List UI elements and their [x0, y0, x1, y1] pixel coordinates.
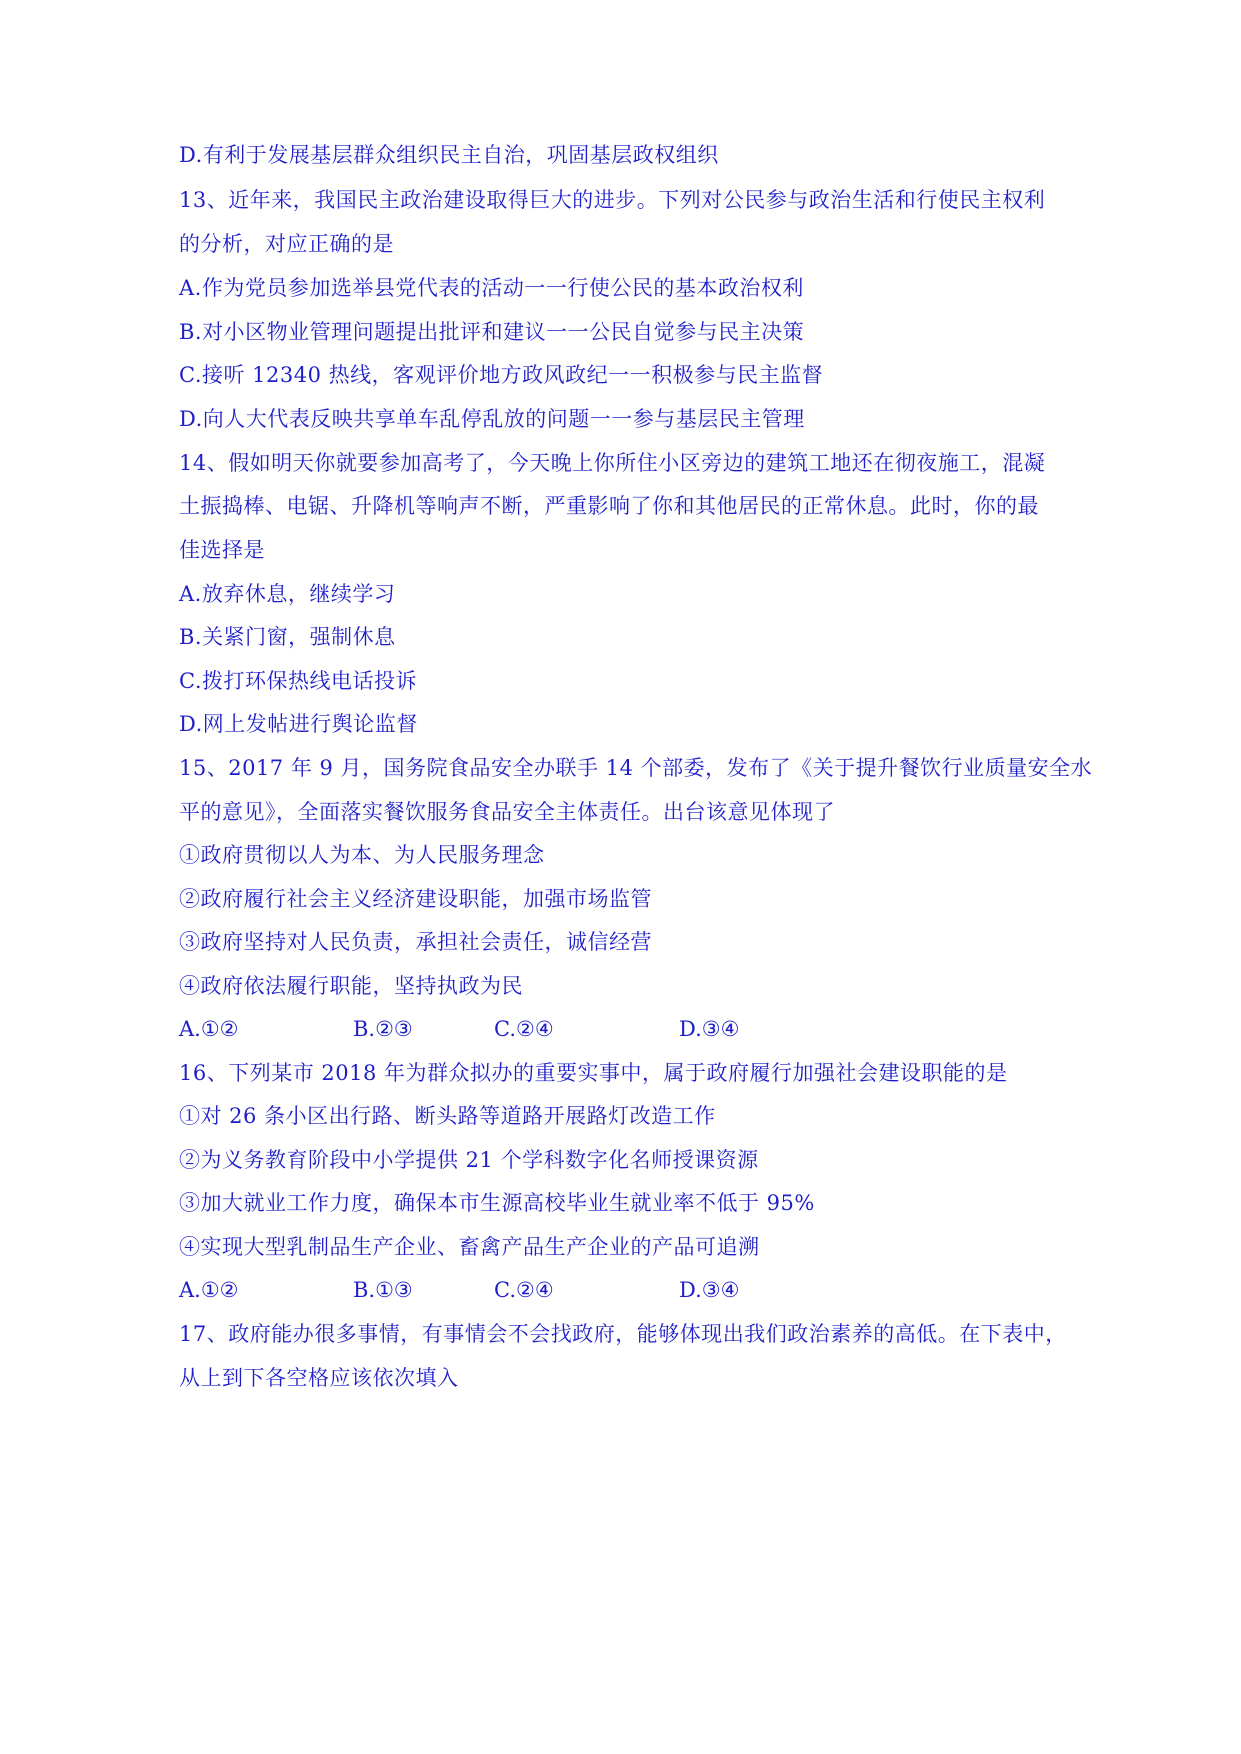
q15-stem-line-1: 15、2017 年 9 月，国务院食品安全办联手 14 个部委，发布了《关于提升餐饮行业质量安全水 [179, 756, 1093, 780]
q13-option-b: B.对小区物业管理问题提出批评和建议一一公民自觉参与民主决策 [179, 320, 805, 344]
q15-item-1: ①政府贯彻以人为本、为人民服务理念 [179, 843, 545, 867]
q15-option-c: C.②④ [494, 1017, 554, 1041]
q16-stem-line-1: 16、下列某市 2018 年为群众拟办的重要实事中，属于政府履行加强社会建设职能的是 [179, 1061, 1008, 1085]
q16-item-3: ③加大就业工作力度，确保本市生源高校毕业生就业率不低于 95% [179, 1191, 815, 1215]
q14-stem-line-2: 土振捣棒、电锯、升降机等响声不断，严重影响了你和其他居民的正常休息。此时，你的最 [179, 494, 1039, 518]
q15-stem-line-2: 平的意见》，全面落实餐饮服务食品安全主体责任。出台该意见体现了 [179, 800, 835, 824]
q14-option-b: B.关紧门窗，强制休息 [179, 625, 396, 649]
q13-option-d: D.向人大代表反映共享单车乱停乱放的问题一一参与基层民主管理 [179, 407, 805, 431]
q14-stem-line-3: 佳选择是 [179, 538, 265, 562]
q15-option-d: D.③④ [679, 1017, 740, 1041]
q15-option-b: B.②③ [353, 1017, 413, 1041]
q13-stem-line-1: 13、近年来，我国民主政治建设取得巨大的进步。下列对公民参与政治生活和行使民主权利 [179, 188, 1046, 212]
q12-option-d: D.有利于发展基层群众组织民主自治，巩固基层政权组织 [179, 143, 719, 167]
q15-item-2: ②政府履行社会主义经济建设职能，加强市场监管 [179, 887, 652, 911]
q16-item-2: ②为义务教育阶段中小学提供 21 个学科数字化名师授课资源 [179, 1148, 759, 1172]
q14-stem-line-1: 14、假如明天你就要参加高考了，今天晚上你所住小区旁边的建筑工地还在彻夜施工，混凝 [179, 451, 1046, 475]
q14-option-a: A.放弃休息，继续学习 [179, 582, 396, 606]
q16-option-a: A.①② [179, 1278, 239, 1302]
q15-option-a: A.①② [179, 1017, 239, 1041]
q16-option-d: D.③④ [679, 1278, 740, 1302]
q15-item-4: ④政府依法履行职能，坚持执政为民 [179, 974, 523, 998]
q14-option-c: C.拨打环保热线电话投诉 [179, 669, 417, 693]
q16-option-c: C.②④ [494, 1278, 554, 1302]
q17-stem-line-2: 从上到下各空格应该依次填入 [179, 1366, 459, 1390]
q17-stem-line-1: 17、政府能办很多事情，有事情会不会找政府，能够体现出我们政治素养的高低。在下表中， [179, 1322, 1067, 1346]
q16-option-b: B.①③ [353, 1278, 413, 1302]
q13-option-a: A.作为党员参加选举县党代表的活动一一行使公民的基本政治权利 [179, 276, 804, 300]
q16-item-1: ①对 26 条小区出行路、断头路等道路开展路灯改造工作 [179, 1104, 716, 1128]
q16-item-4: ④实现大型乳制品生产企业、畜禽产品生产企业的产品可追溯 [179, 1235, 760, 1259]
q15-item-3: ③政府坚持对人民负责，承担社会责任，诚信经营 [179, 930, 652, 954]
q13-option-c: C.接听 12340 热线，客观评价地方政风政纪一一积极参与民主监督 [179, 363, 824, 387]
q14-option-d: D.网上发帖进行舆论监督 [179, 712, 418, 736]
q13-stem-line-2: 的分析，对应正确的是 [179, 232, 394, 256]
